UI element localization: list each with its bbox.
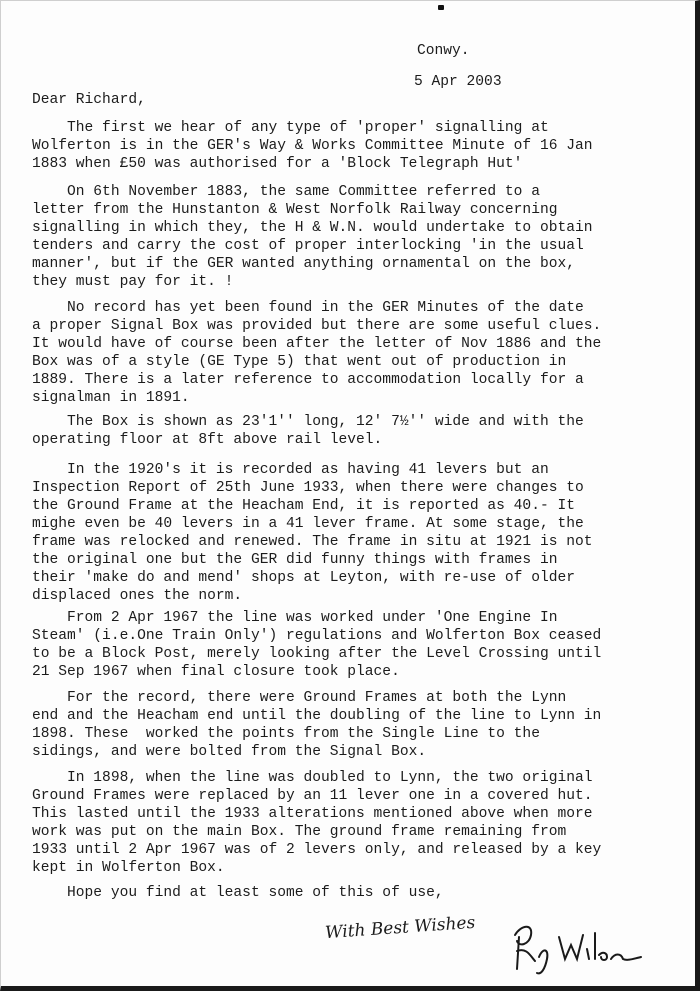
- paragraph-2: [1, 183, 593, 291]
- text-line: In the 1920's it is recorded as having 41 levers but an: [32, 462, 549, 478]
- text-line: From 2 Apr 1967 the line was worked under 'One Engine In: [32, 610, 558, 626]
- letter-place: Conwy.: [417, 43, 470, 59]
- text-line: This lasted until the 1933 alterations mentioned above when more: [32, 806, 593, 822]
- text-line: No record has yet been found in the GER Minutes of the date: [32, 300, 584, 316]
- text-line: operating floor at 8ft above rail level.: [32, 432, 383, 448]
- paragraph-5: [1, 461, 593, 605]
- text-line: It would have of course been after the letter of Nov 1886 and the: [32, 336, 602, 352]
- text-line: signalman in 1891.: [32, 390, 190, 406]
- text-line: Inspection Report of 25th June 1933, when there were changes to: [32, 480, 584, 496]
- text-line: Ground Frames were replaced by an 11 lever one in a covered hut.: [32, 788, 593, 804]
- text-line: kept in Wolferton Box.: [32, 860, 225, 876]
- handwritten-signoff: With Best Wishes: [324, 912, 476, 944]
- paragraph-6: [1, 609, 601, 681]
- paragraph-9: [1, 884, 444, 902]
- text-line: The Box is shown as 23'1'' long, 12' 7½'' wide and with the: [32, 414, 584, 430]
- text-line: signalling in which they, the H & W.N. would undertake to obtain: [32, 220, 593, 236]
- paragraph-4: [1, 413, 584, 449]
- text-line: the Ground Frame at the Heacham End, it is reported as 40.- It: [32, 498, 575, 514]
- text-line: frame was relocked and renewed. The frame in situ at 1921 is not: [32, 534, 593, 550]
- letter-date: 5 Apr 2003: [414, 74, 502, 90]
- paragraph-3: [1, 299, 601, 407]
- text-line: their 'make do and mend' shops at Leyton, with re-use of older: [32, 570, 575, 586]
- text-line: 1933 until 2 Apr 1967 was of 2 levers only, and released by a key: [32, 842, 602, 858]
- text-line: end and the Heacham end until the doubling of the line to Lynn in: [32, 708, 602, 724]
- text-line: manner', but if the GER wanted anything ornamental on the box,: [32, 256, 575, 272]
- text-line: Hope you find at least some of this of use,: [32, 885, 444, 901]
- text-line: 1889. There is a later reference to accommodation locally for a: [32, 372, 584, 388]
- text-line: sidings, and were bolted from the Signal Box.: [32, 744, 427, 760]
- text-line: tenders and carry the cost of proper interlocking 'in the usual: [32, 238, 584, 254]
- text-line: mighe even be 40 levers in a 41 lever frame. At some stage, the: [32, 516, 584, 532]
- paragraph-8: [1, 769, 601, 877]
- text-line: Box was of a style (GE Type 5) that went out of production in: [32, 354, 567, 370]
- text-line: In 1898, when the line was doubled to Lynn, the two original: [32, 770, 593, 786]
- text-line: For the record, there were Ground Frames at both the Lynn: [32, 690, 567, 706]
- text-line: a proper Signal Box was provided but there are some useful clues.: [32, 318, 602, 334]
- text-line: displaced ones the norm.: [32, 588, 243, 604]
- text-line: The first we hear of any type of 'proper' signalling at: [32, 120, 549, 136]
- paragraph-1: [1, 119, 593, 173]
- handwritten-signature: [509, 917, 644, 977]
- text-line: 1883 when £50 was authorised for a 'Block Telegraph Hut': [32, 156, 523, 172]
- text-line: 1898. These worked the points from the Single Line to the: [32, 726, 540, 742]
- text-line: letter from the Hunstanton & West Norfolk Railway concerning: [32, 202, 558, 218]
- text-line: 21 Sep 1967 when final closure took place.: [32, 664, 400, 680]
- text-line: Wolferton is in the GER's Way & Works Committee Minute of 16 Jan: [32, 138, 593, 154]
- text-line: to be a Block Post, merely looking after the Level Crossing until: [32, 646, 602, 662]
- scan-speck: [438, 5, 444, 10]
- text-line: work was put on the main Box. The ground frame remaining from: [32, 824, 567, 840]
- letter-salutation: Dear Richard,: [32, 92, 146, 108]
- text-line: the original one but the GER did funny things with frames in: [32, 552, 558, 568]
- text-line: Steam' (i.e.One Train Only') regulations and Wolferton Box ceased: [32, 628, 602, 644]
- text-line: On 6th November 1883, the same Committee referred to a: [32, 184, 540, 200]
- text-line: they must pay for it. !: [32, 274, 234, 290]
- paragraph-7: [1, 689, 601, 761]
